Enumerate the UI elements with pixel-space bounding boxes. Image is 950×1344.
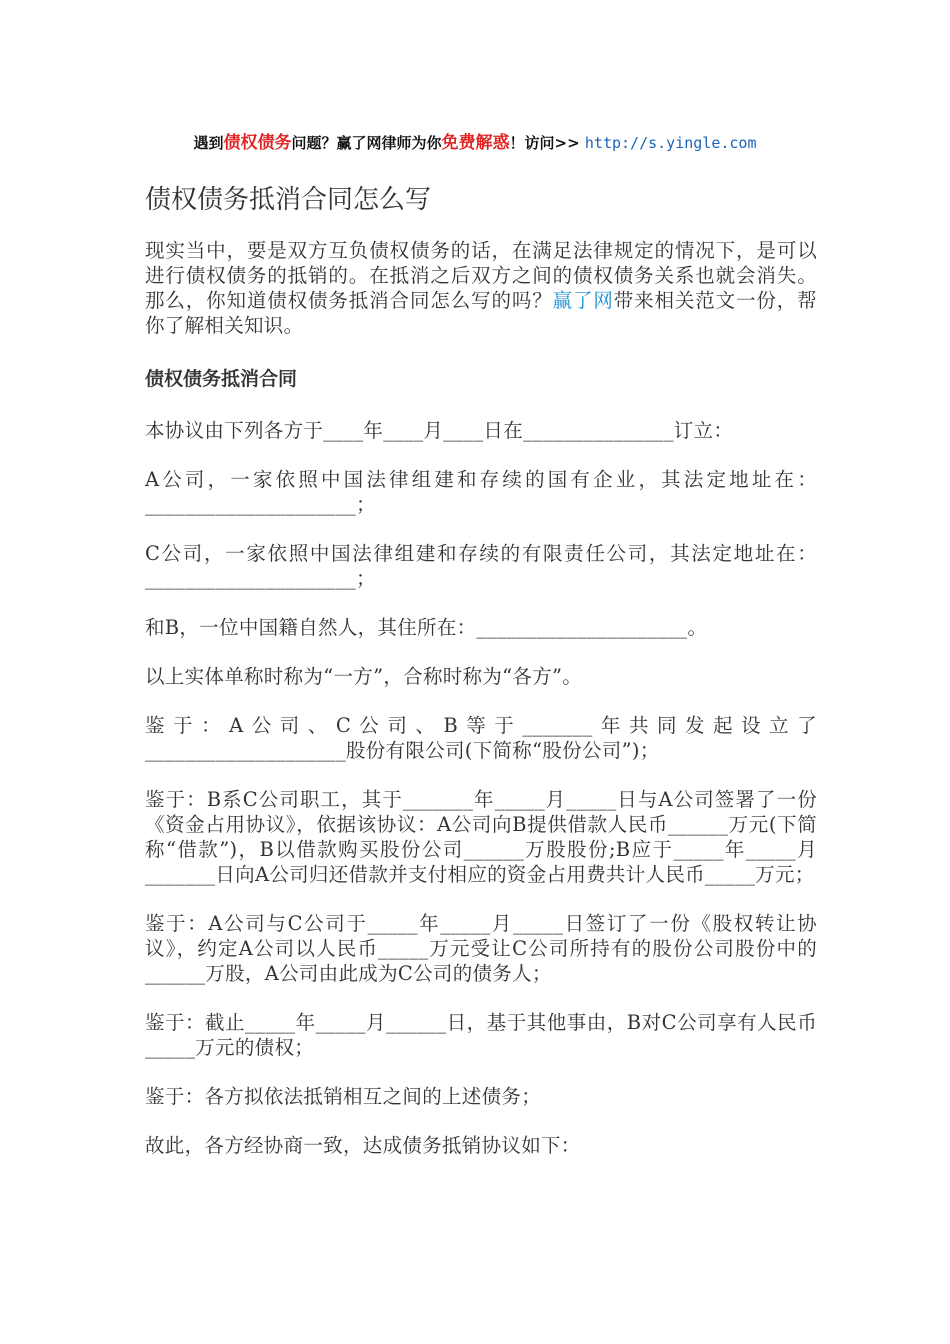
contract-subtitle: 债权债务抵消合同 <box>145 368 298 390</box>
paragraph-preamble: 本协议由下列各方于____年____月____日在_______________订立： <box>145 419 734 442</box>
paragraph-whereas-3: 鉴于：A公司与C公司于_____年_____月_____日签订了一份《股权转让协议》，约定A公司以人民币_____万元受让C公司所持有的股份公司股份中的______万股，A公司由此成为C公司的债务人； <box>145 912 817 985</box>
paragraph-party-c: C公司，一家依照中国法律组建和存续的有限责任公司，其法定地址在：_____________________； <box>145 542 817 590</box>
promo-banner[interactable] <box>0 128 950 153</box>
paragraph-definitions: 以上实体单称时称为“一方”，合称时称为“各方”。 <box>145 665 583 688</box>
paragraph-whereas-4: 鉴于：截止_____年_____月______日，基于其他事由，B对C公司享有人民币_____万元的债权； <box>145 1011 817 1059</box>
paragraph-whereas-1: 鉴于：A公司、C公司、B等于_______年共同发起设立了____________________股份有限公司(下简称“股份公司”)； <box>145 714 817 762</box>
banner-url-link[interactable]: http://s.yingle.com <box>584 134 757 152</box>
paragraph-whereas-2: 鉴于：B系C公司职工，其于_______年_____月_____日与A公司签署了一份《资金占用协议》，依据该协议：A公司向B提供借款人民币______万元(下简称“借款”)，B以借款购买股份公司______万股股份;B应于_____年_____月_______日向A公司归还借款并支付相应的资金占用费共计人民币_____万元； <box>145 788 817 886</box>
intro-text: 现实当中，要是双方互负债权债务的话，在满足法律规定的情况下，是可以进行债权债务的抵销的。在抵消之后双方之间的债权债务关系也就会消失。那么，你知道债权债务抵消合同怎么写的吗？ <box>145 239 817 312</box>
paragraph-whereas-5: 鉴于：各方拟依法抵销相互之间的上述债务； <box>145 1085 542 1108</box>
banner-highlight-free[interactable]: 免费解惑 <box>441 133 510 153</box>
document-body <box>145 180 817 1182</box>
banner-text-2: 问题？赢了网律师为你 <box>291 134 442 152</box>
intro-tail: 带来相关范文一份，帮你了解相关知识。 <box>145 289 817 337</box>
banner-highlight-debt[interactable]: 债权债务 <box>223 133 292 153</box>
paragraph-conclusion: 故此，各方经协商一致，达成债务抵销协议如下： <box>145 1134 581 1157</box>
yingle-link[interactable]: 赢了网 <box>552 289 614 312</box>
paragraph-party-b: 和B，一位中国籍自然人，其住所在：_____________________。 <box>145 616 708 639</box>
banner-text-1: 遇到 <box>193 134 224 152</box>
page-title: 债权债务抵消合同怎么写 <box>145 185 432 215</box>
intro-paragraph <box>145 238 817 338</box>
paragraph-party-a: A公司，一家依照中国法律组建和存续的国有企业，其法定地址在：_____________________； <box>145 468 817 516</box>
banner-text-3: ！访问>> <box>509 134 585 152</box>
